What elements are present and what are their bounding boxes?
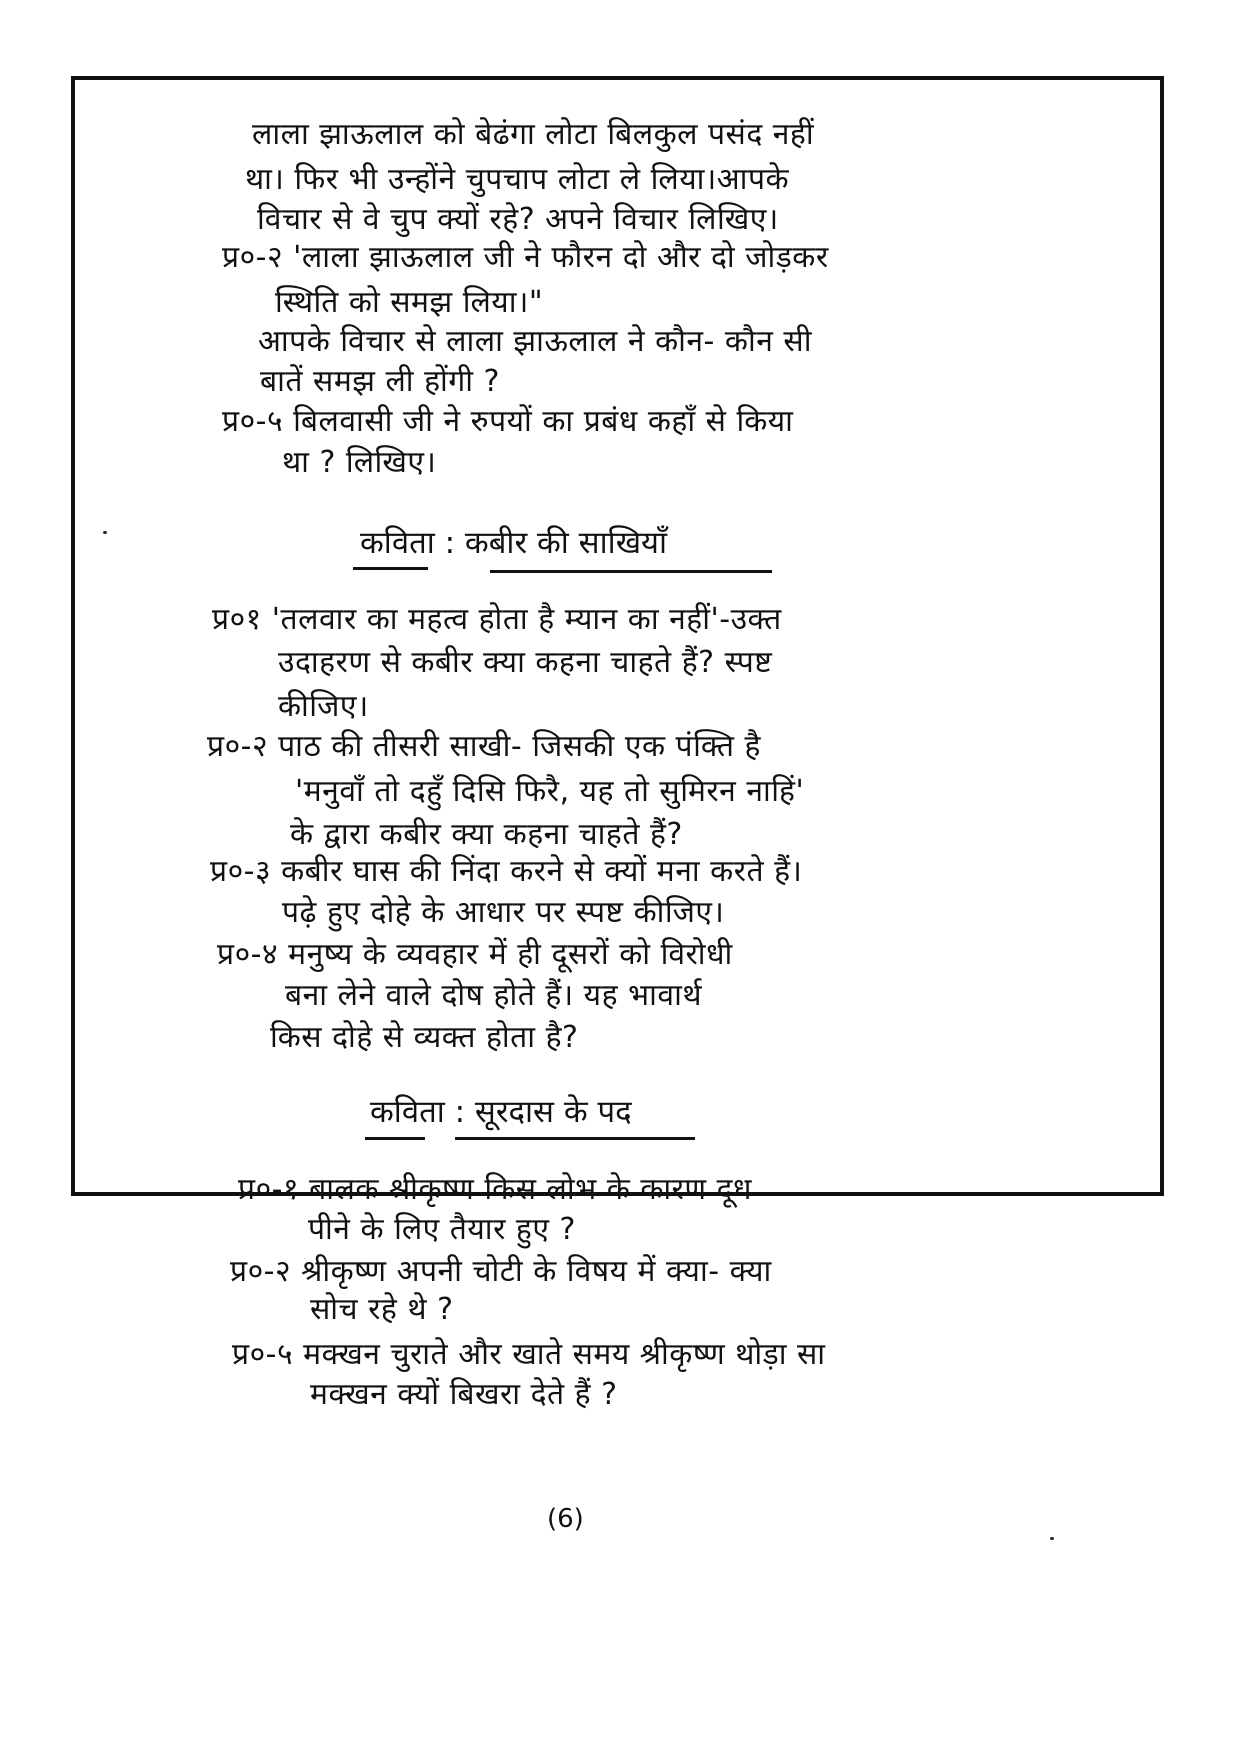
question-1: प्र०-१ बालक श्रीकृष्ण किस लोभ के कारण दूध — [238, 1172, 753, 1207]
scan-speck — [103, 531, 107, 534]
heading-underline — [365, 1137, 425, 1140]
section-heading-surdas: कविता : सूरदास के पद — [370, 1094, 632, 1130]
text-line: आपके विचार से लाला झाऊलाल ने कौन- कौन सी — [258, 324, 812, 359]
question-5: प्र०-५ बिलवासी जी ने रुपयों का प्रबंध कहाँ से किया — [222, 404, 794, 439]
heading-underline — [490, 570, 772, 573]
text-line: पढ़े हुए दोहे के आधार पर स्पष्ट कीजिए। — [282, 895, 725, 930]
text-line: उदाहरण से कबीर क्या कहना चाहते हैं? स्पष्ट — [278, 645, 773, 680]
text-line: के द्वारा कबीर क्या कहना चाहते हैं? — [290, 817, 683, 852]
text-line: स्थिति को समझ लिया।" — [275, 285, 544, 320]
text-line: था ? लिखिए। — [282, 445, 437, 480]
scan-speck — [1050, 1537, 1054, 1540]
question-1: प्र०१ 'तलवार का महत्व होता है म्यान का नहीं'-उक्त — [212, 602, 782, 637]
question-5: प्र०-५ मक्खन चुराते और खाते समय श्रीकृष्ण थोड़ा सा — [232, 1337, 826, 1372]
text-line: मक्खन क्यों बिखरा देते हैं ? — [310, 1377, 618, 1412]
text-line: लाला झाऊलाल को बेढंगा लोटा बिलकुल पसंद नहीं — [252, 117, 815, 152]
text-line: बना लेने वाले दोष होते हैं। यह भावार्थ — [285, 978, 703, 1013]
text-line: सोच रहे थे ? — [310, 1292, 454, 1327]
text-line: किस दोहे से व्यक्त होता है? — [270, 1020, 579, 1055]
text-line: कीजिए। — [278, 689, 369, 724]
question-2: प्र०-२ पाठ की तीसरी साखी- जिसकी एक पंक्ति है — [207, 729, 761, 764]
question-3: प्र०-३ कबीर घास की निंदा करने से क्यों मना करते हैं। — [210, 854, 803, 889]
section-heading-kabir: कविता : कबीर की साखियाँ — [360, 525, 668, 561]
text-line: बातें समझ ली होंगी ? — [260, 364, 500, 399]
text-line: विचार से वे चुप क्यों रहे? अपने विचार लिखिए। — [257, 202, 779, 237]
heading-underline — [353, 567, 428, 570]
question-2: प्र०-२ 'लाला झाऊलाल जी ने फौरन दो और दो जोड़कर — [222, 240, 829, 275]
text-line: 'मनुवाँ तो दहुँ दिसि फिरै, यह तो सुमिरन नाहिं' — [295, 774, 805, 809]
text-line: था। फिर भी उन्होंने चुपचाप लोटा ले लिया।आपके — [245, 162, 790, 197]
heading-underline — [455, 1137, 695, 1140]
question-4: प्र०-४ मनुष्य के व्यवहार में ही दूसरों को विरोधी — [217, 937, 733, 972]
question-2: प्र०-२ श्रीकृष्ण अपनी चोटी के विषय में क्या- क्या — [230, 1254, 772, 1289]
text-line: पीने के लिए तैयार हुए ? — [308, 1212, 576, 1247]
page-number: (6) — [547, 1504, 584, 1534]
